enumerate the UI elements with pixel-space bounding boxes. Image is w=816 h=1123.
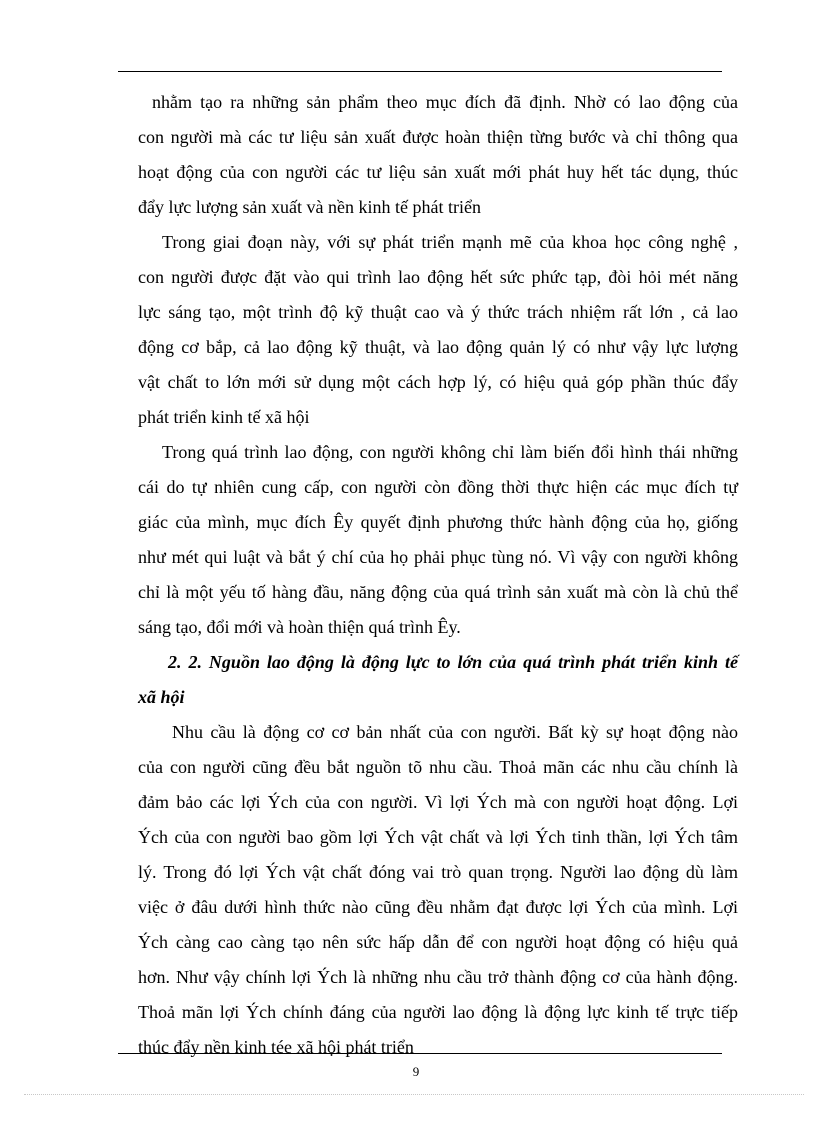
page-number: 9 — [412, 1064, 420, 1079]
text-line: Trong quá trình lao động, con người không chỉ làm biến đổi hình thái những — [162, 442, 738, 462]
text-line: lý. Trong đó lợi Ých vật chất đóng vai trò quan trọng. Người lao động dù làm — [138, 862, 738, 882]
text-line: Ých của con người bao gồm lợi Ých vật chất và lợi Ých tinh thần, lợi Ých tâm — [138, 827, 738, 847]
text-line: Nhu cầu là động cơ cơ bản nhất của con người. Bất kỳ sự hoạt động nào — [172, 722, 738, 742]
text-line: Trong giai đoạn này, với sự phát triển mạnh mẽ của khoa học công nghệ , — [162, 232, 738, 252]
text-line: Thoả mãn lợi Ých chính đáng của người lao động là động lực kinh tế trực tiếp — [138, 1002, 738, 1022]
text-line: con người mà các tư liệu sản xuất được hoàn thiện từng bước và chỉ thông qua — [138, 127, 738, 147]
text-line: con người được đặt vào qui trình lao động hết sức phức tạp, đòi hỏi mét năng — [138, 267, 738, 287]
text-line: đẩy lực lượng sản xuất và nền kinh tế phát triển — [138, 197, 481, 217]
header-rule — [118, 71, 722, 72]
text-line: lực sáng tạo, một trình độ kỹ thuật cao và ý thức trách nhiệm rất lớn , cả lao — [138, 302, 738, 322]
text-line: hơn. Như vậy chính lợi Ých là những nhu cầu trở thành động cơ của hành động. — [138, 967, 738, 987]
text-line: phát triển kinh tế xã hội — [138, 407, 310, 427]
footer-rule — [118, 1053, 722, 1054]
text-line: nhằm tạo ra những sản phẩm theo mục đích đã định. Nhờ có lao động của — [152, 92, 738, 112]
text-line: vật chất to lớn mới sử dụng một cách hợp lý, có hiệu quả góp phần thúc đẩy — [138, 372, 738, 392]
text-line: chỉ là một yếu tố hàng đầu, năng động của quá trình sản xuất mà còn là chủ thể — [138, 582, 738, 602]
text-line: như mét qui luật và bắt ý chí của họ phải phục tùng nó. Vì vậy con người không — [138, 547, 738, 567]
page-break-line — [24, 1094, 804, 1095]
text-line: Ých càng cao càng tạo nên sức hấp dẫn để con người hoạt động có hiệu quả — [138, 932, 738, 952]
text-line: thúc đẩy nền kinh tée xã hội phát triển — [138, 1037, 414, 1057]
text-line: đảm bảo các lợi Ých của con người. Vì lợi Ých mà con người hoạt động. Lợi — [138, 792, 738, 812]
text-line: động cơ bắp, cả lao động kỹ thuật, và lao động quản lý có như vậy lực lượng — [138, 337, 738, 357]
text-line: của con người cũng đều bắt nguồn tõ nhu cầu. Thoả mãn các nhu cầu chính là — [138, 757, 738, 777]
section-heading: xã hội — [138, 687, 185, 707]
text-line: việc ở đâu dưới hình thức nào cũng đều nhằm đạt được lợi Ých của mình. Lợi — [138, 897, 738, 917]
text-line: sáng tạo, đổi mới và hoàn thiện quá trình Êy. — [138, 617, 461, 637]
text-line: giác của mình, mục đích Êy quyết định phương thức hành động của họ, giống — [138, 512, 738, 532]
text-line: hoạt động của con người các tư liệu sản xuất mới phát huy hết tác dụng, thúc — [138, 162, 738, 182]
text-line: cái do tự nhiên cung cấp, con người còn đồng thời thực hiện các mục đích tự — [138, 477, 738, 497]
section-heading: 2. 2. Nguồn lao động là động lực to lớn của quá trình phát triển kinh tế — [168, 652, 738, 672]
